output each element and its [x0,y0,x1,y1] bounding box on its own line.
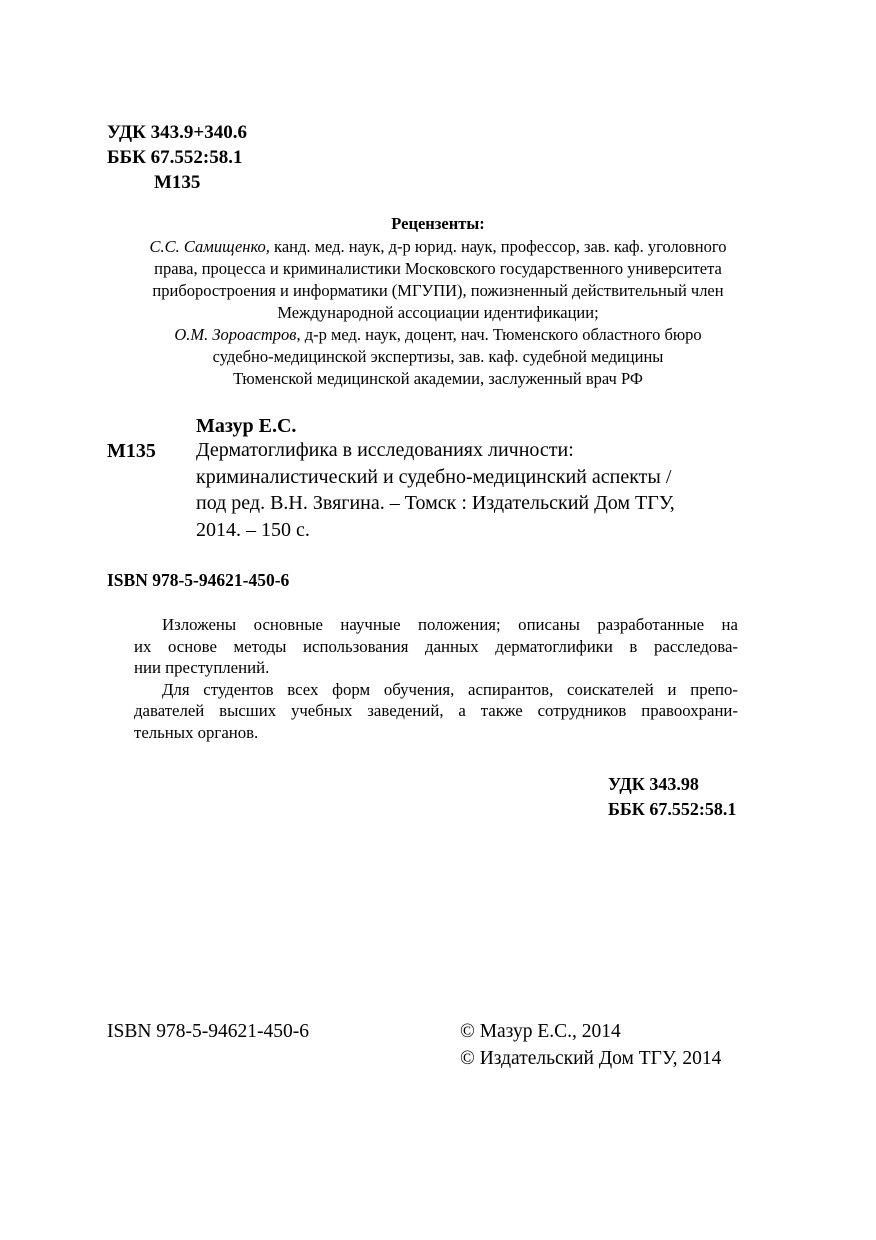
reviewer-2-line-2: судебно-медицинской экспертизы, зав. каф. судебной медицины [212,347,664,366]
title-line: 2014. – 150 с. [196,518,310,541]
title-line: криминалистический и судебно-медицинский аспекты / [196,465,672,488]
bbk-code-bottom: ББК 67.552:58.1 [608,799,737,819]
title-line: Дерматоглифика в исследованиях личности: [196,439,574,461]
reviewers-heading: Рецензенты: [391,214,485,233]
udk-code: УДК 343.9+340.6 [107,122,247,143]
abstract-p2-line: давателей высших учебных заведений, а также сотрудников правоохрани- [134,701,738,720]
reviewer-1-name: С.С. Самищенко, [149,237,270,256]
author-mark: М135 [154,172,201,193]
entry-author-mark: М135 [107,440,156,462]
abstract-p1-line: Изложены основные научные положения; описаны разработанные на [162,615,738,634]
abstract-p1-line: их основе методы использования данных дерматоглифики в расследова- [134,636,738,656]
bbk-code: ББК 67.552:58.1 [107,147,243,168]
reviewer-1-text-1: канд. мед. наук, д-р юрид. наук, профессор, зав. каф. уголовного [269,237,727,256]
reviewer-1-line-4: Международной ассоциации идентификации; [277,303,599,322]
reviewer-2-line-1 [100,324,776,346]
reviewer-1-line-1 [100,236,776,258]
copyright-block [460,1018,721,1072]
reviewer-2-text-1: , д-р мед. наук, доцент, нач. Тюменского областного бюро [296,325,702,344]
isbn-bold: ISBN 978-5-94621-450-6 [107,570,290,590]
udk-code-bottom: УДК 343.98 [608,774,699,794]
copyright-publisher: © Издательский Дом ТГУ, 2014 [460,1048,722,1069]
reviewers-block [100,213,776,390]
classification-codes [107,120,247,195]
abstract-p2-line: Для студентов всех форм обучения, аспирантов, соискателей и препо- [162,679,738,699]
abstract-p2-line: тельных органов. [134,722,259,742]
classification-codes-bottom [608,772,736,822]
reviewer-1-line-3: приборостроения и информатики (МГУПИ), пожизненный действительный член [152,281,724,300]
isbn-footer: ISBN 978-5-94621-450-6 [107,1021,310,1042]
book-title [196,437,675,543]
abstract-p1-line: нии преступлений. [134,658,270,677]
reviewer-1-line-2: права, процесса и криминалистики Московского государственного университета [154,259,722,278]
copyright-author: © Мазур Е.С., 2014 [460,1021,621,1042]
reviewer-2-name: О.М. Зороастров [174,325,297,344]
reviewer-2-line-3: Тюменской медицинской академии, заслуженный врач РФ [233,369,643,388]
book-author: Мазур Е.С. [196,415,297,437]
title-line: под ред. В.Н. Звягина. – Томск : Издательский Дом ТГУ, [196,492,675,515]
abstract [134,614,738,743]
